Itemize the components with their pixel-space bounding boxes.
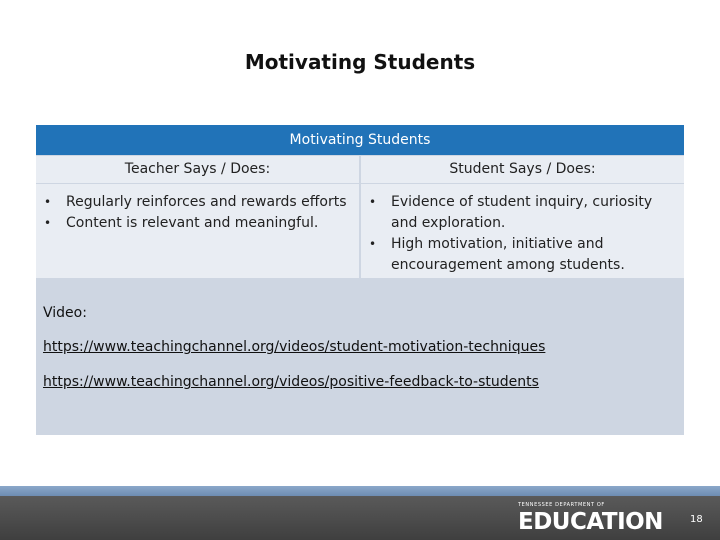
- table-header: Motivating Students: [36, 125, 684, 155]
- video-section: [43, 305, 673, 409]
- education-logo: [518, 502, 683, 536]
- student-column-body: [361, 184, 684, 278]
- logo-subtitle: TENNESSEE DEPARTMENT OF: [518, 502, 605, 508]
- student-list-item: • High motivation, initiative and encouragement among students.: [391, 234, 674, 276]
- page-number: 18: [690, 514, 703, 525]
- teacher-list: [36, 184, 359, 234]
- content-table: [36, 125, 684, 435]
- teacher-column-heading: Teacher Says / Does:: [36, 156, 359, 183]
- slide-title: Motivating Students: [244, 50, 476, 74]
- teacher-column-body: [36, 184, 359, 278]
- student-list-item: • Evidence of student inquiry, curiosity and exploration.: [391, 192, 674, 234]
- teacher-list-item: • Regularly reinforces and rewards efforts: [66, 192, 349, 213]
- video-link-feedback[interactable]: https://www.teachingchannel.org/videos/positive-feedback-to-students: [43, 374, 539, 390]
- footer-accent-strip: [0, 486, 720, 496]
- footer-bar: [0, 496, 720, 540]
- student-column-heading: Student Says / Does:: [361, 156, 684, 183]
- student-list: [361, 184, 684, 276]
- video-label: Video:: [43, 305, 87, 321]
- video-link-motivation[interactable]: https://www.teachingchannel.org/videos/student-motivation-techniques: [43, 339, 546, 355]
- teacher-list-item: • Content is relevant and meaningful.: [66, 213, 349, 234]
- logo-wordmark: EDUCATION: [518, 509, 663, 535]
